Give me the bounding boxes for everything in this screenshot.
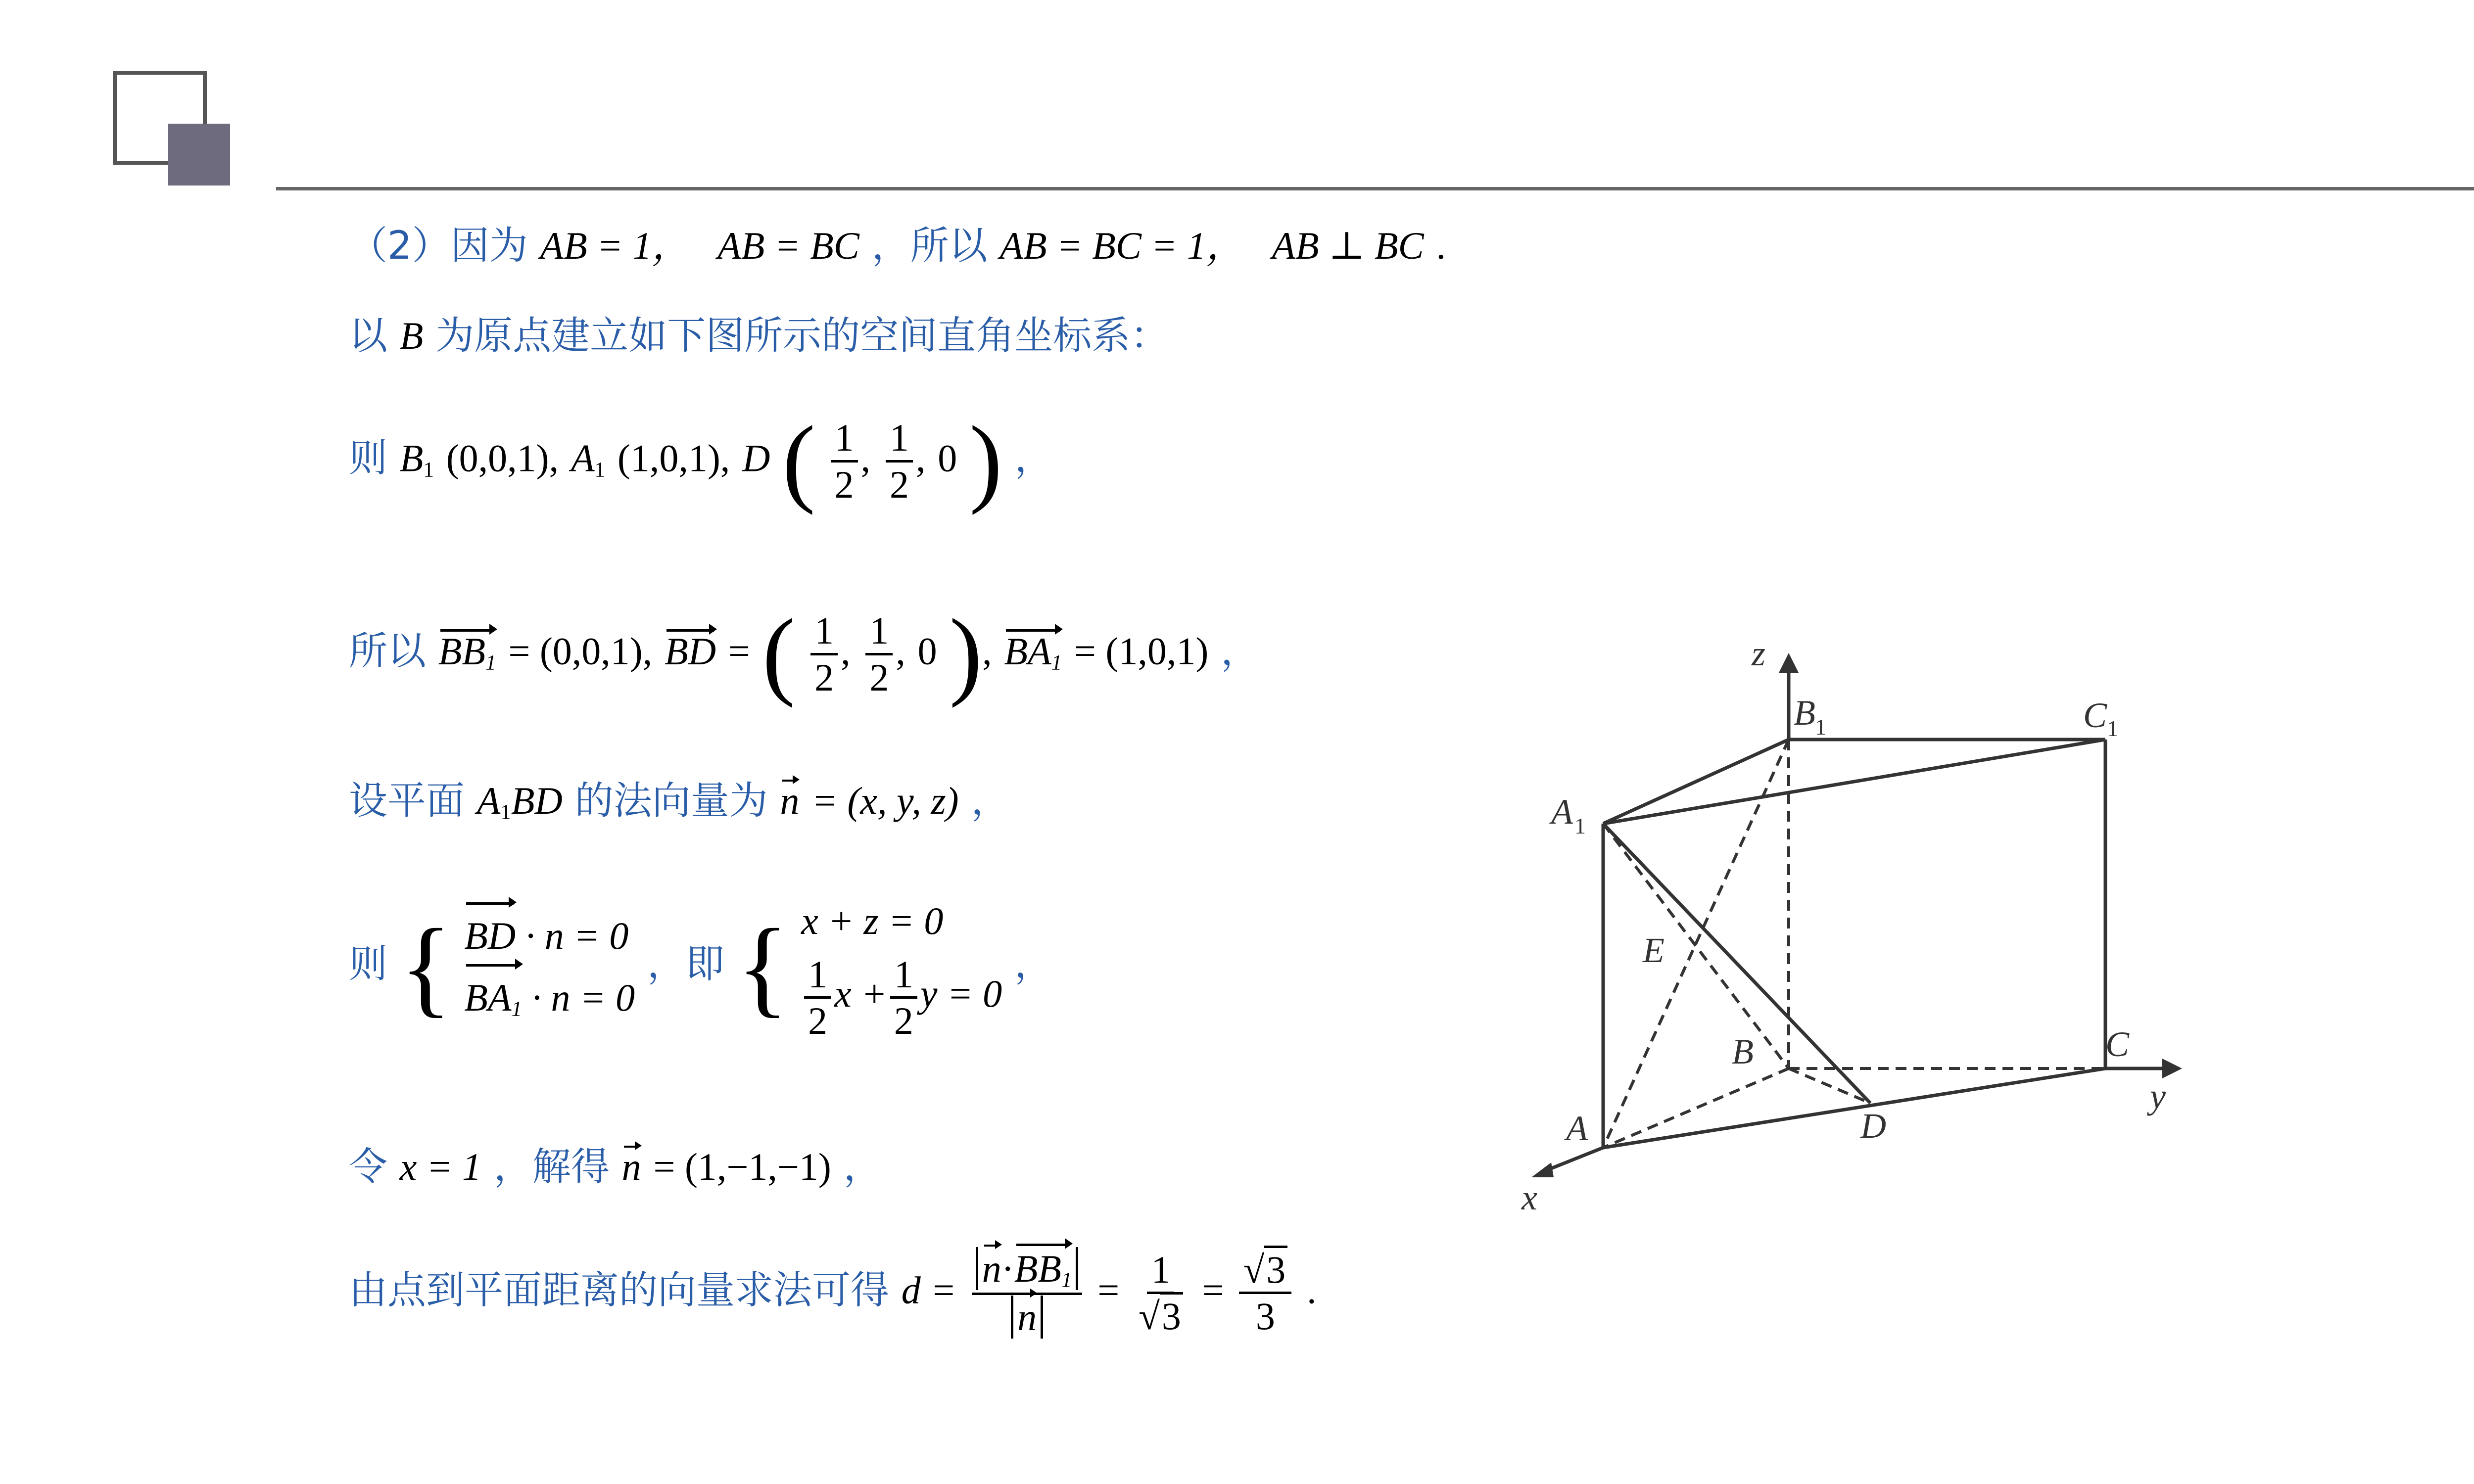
svg-text:1: 1 bbox=[1815, 714, 1826, 740]
coordinate-setup: 以 B 为原点建立如下图所示的空间直角坐标系： bbox=[349, 314, 1169, 358]
label-d: D bbox=[1860, 1106, 1886, 1146]
label-b: B bbox=[1732, 1032, 1754, 1071]
vector-bb1: $BB_1$ bbox=[438, 629, 496, 675]
normal-vector-solution: 令 x = 1 ，解得 n = (1,−1,−1) ， bbox=[349, 1145, 882, 1189]
distance-formula: 由点到平面距离的向量求法可得 d = $\frac{n\cdot BB_1}{n}$ = $\frac{1}{√3}$ = $\frac{√3}{3}$ . bbox=[349, 1247, 1317, 1340]
header-rule bbox=[276, 187, 2474, 190]
vector-ba1: $BA_1$ bbox=[1004, 629, 1062, 675]
label-y: y bbox=[2150, 1076, 2166, 1116]
label-x: x bbox=[1522, 1178, 1537, 1217]
label-c: C bbox=[2105, 1024, 2130, 1064]
decor-square-filled bbox=[168, 124, 230, 186]
prism-figure bbox=[1484, 623, 2202, 1217]
vector-components: 所以 $BB_1 = (0,0,1)$, BD = ( $\frac{1}{2}$ , $\frac{1}{2}$ , 0 ), $BA_1 = (1,0,1)$ ， bbox=[349, 599, 1260, 709]
vector-bd: BD bbox=[665, 629, 716, 673]
label-a: A bbox=[1566, 1109, 1588, 1148]
label-z: z bbox=[1752, 634, 1766, 673]
equation-system: 则 { BD · n = 0 $BA_1 \cdot n = 0$ ，即 { x + z = 0 $\frac{1}{2}$ x + $\frac{1}{2}$ y = 0 ， bbox=[349, 899, 1053, 1043]
normal-vector-def: 设平面 $A_1BD$ 的法向量为 n = (x, y, z) ， bbox=[349, 779, 1010, 824]
svg-text:1: 1 bbox=[1574, 813, 1586, 838]
label-e: E bbox=[1643, 930, 1665, 970]
label-a1: A bbox=[1551, 792, 1573, 832]
label-c1: C bbox=[2083, 696, 2107, 735]
svg-text:1: 1 bbox=[2107, 716, 2118, 741]
step-2-given: （2）因为 AB = 1， AB = BC ，所以 AB = BC = 1， AB ⊥ BC . bbox=[349, 224, 1446, 268]
label-b1: B bbox=[1794, 693, 1815, 733]
point-coordinates: 则 $B_1$ (0,0,1), $A_1$ (1,0,1), D ( $\frac{1}{2}$ , $\frac{1}{2}$ , 0 ) ， bbox=[349, 406, 1053, 516]
